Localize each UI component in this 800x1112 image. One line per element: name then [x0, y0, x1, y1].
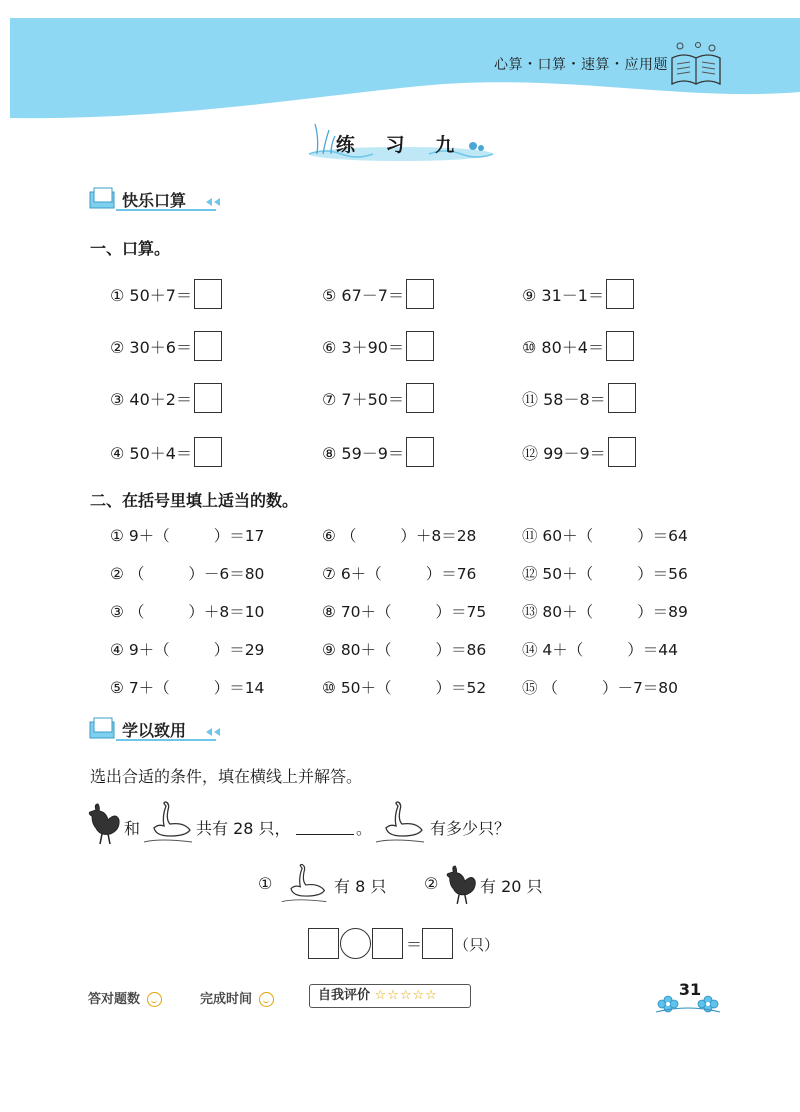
fill-item	[110, 638, 264, 662]
fill-item	[110, 562, 264, 586]
fill-item	[522, 600, 688, 624]
fill-item	[322, 562, 476, 586]
choice-number: ①	[258, 874, 273, 893]
fill-pre-text: ⑩ 50＋（	[322, 679, 392, 697]
title-banner	[305, 120, 497, 164]
answer-box[interactable]	[372, 928, 403, 959]
header-tag: 心算・口算・速算・应用题	[494, 57, 668, 73]
goose-icon	[372, 800, 428, 846]
fill-pre-text: ⑮ （	[522, 679, 558, 697]
fill-post-text: ）－7＝80	[601, 679, 679, 697]
question-heading: 二、在括号里填上适当的数。	[90, 491, 299, 510]
answer-box[interactable]	[406, 437, 434, 467]
mental-math-item	[110, 330, 222, 362]
problem-text: ⑫ 99－9＝	[522, 443, 606, 463]
mental-math-item	[522, 330, 634, 362]
equals-sign: ＝	[406, 935, 423, 954]
word-problem	[86, 800, 726, 850]
mental-math-item	[322, 382, 434, 414]
section-banner-yingyong	[88, 716, 248, 744]
rooster-icon	[444, 864, 478, 906]
goose-icon	[140, 800, 196, 846]
fill-post-text: ）＝17	[213, 527, 265, 545]
problem-text: ⑩ 80＋4＝	[522, 337, 604, 357]
problem-text: ③ 40＋2＝	[110, 389, 192, 409]
fill-post-text: ）＝52	[435, 679, 487, 697]
fill-post-text: ）＋8＝28	[400, 527, 477, 545]
problem-text: ⑪ 58－8＝	[522, 389, 606, 409]
answer-box[interactable]	[608, 383, 636, 413]
answer-box[interactable]	[606, 331, 634, 361]
problem-text: ④ 50＋4＝	[110, 443, 192, 463]
unit-text: （只）	[454, 936, 500, 954]
period: 。	[356, 819, 373, 838]
fill-post-text: ）－6＝80	[188, 565, 265, 583]
correct-count-text: 答对题数	[88, 992, 141, 1007]
fill-pre-text: ③ （	[110, 603, 145, 621]
problem-text: ⑤ 67－7＝	[322, 285, 404, 305]
mental-math-item	[522, 436, 636, 468]
fill-pre-text: ⑭ 4＋（	[522, 641, 584, 659]
fill-post-text: ）＝76	[425, 565, 477, 583]
answer-box[interactable]	[406, 331, 434, 361]
time-text: 完成时间	[200, 992, 253, 1007]
answer-box[interactable]	[606, 279, 634, 309]
fill-post-text: ）＝75	[435, 603, 487, 621]
problem-text: ⑧ 59－9＝	[322, 443, 404, 463]
question-text: 有多少只？	[430, 819, 511, 838]
choice-text: 有 8 只	[334, 877, 387, 896]
fill-post-text: ）＝89	[637, 603, 688, 621]
fill-item	[522, 638, 678, 662]
fill-item	[322, 638, 486, 662]
problem-text: ⑨ 31－1＝	[522, 285, 604, 305]
fill-item	[322, 600, 486, 624]
fill-post-text: ）＝64	[637, 527, 688, 545]
mental-math-item	[110, 382, 222, 414]
section-title: 学以致用	[122, 721, 187, 740]
fill-item	[110, 524, 264, 548]
answer-box[interactable]	[194, 279, 222, 309]
answer-box[interactable]	[608, 437, 636, 467]
fill-item	[522, 524, 688, 548]
mental-math-item	[322, 278, 434, 310]
problem-text: ⑦ 7＋50＝	[322, 389, 404, 409]
answer-box[interactable]	[406, 383, 434, 413]
rooster-icon	[86, 802, 122, 846]
fill-pre-text: ④ 9＋（	[110, 641, 170, 659]
goose-icon	[278, 862, 330, 906]
fill-pre-text: ⑫ 50＋（	[522, 565, 594, 583]
fill-pre-text: ⑨ 80＋（	[322, 641, 392, 659]
fill-pre-text: ⑬ 80＋（	[522, 603, 594, 621]
operator-circle[interactable]	[340, 928, 371, 959]
fill-pre-text: ② （	[110, 565, 145, 583]
answer-blank[interactable]	[296, 834, 354, 835]
answer-box[interactable]	[308, 928, 339, 959]
fill-post-text: ）＝44	[627, 641, 679, 659]
fill-post-text: ）＋8＝10	[188, 603, 265, 621]
fill-pre-text: ⑦ 6＋（	[322, 565, 382, 583]
fill-pre-text: ⑪ 60＋（	[522, 527, 594, 545]
answer-box[interactable]	[194, 383, 222, 413]
star-rating[interactable]: ☆☆☆☆☆	[374, 988, 438, 1003]
section-title: 快乐口算	[122, 191, 187, 210]
instruction-text: 选出合适的条件，填在横线上并解答。	[90, 767, 363, 786]
fill-pre-text: ⑥ （	[322, 527, 357, 545]
eval-label: 自我评价	[318, 988, 371, 1003]
fill-item	[110, 600, 264, 624]
mental-math-item	[522, 382, 636, 414]
fill-item	[522, 562, 688, 586]
smile-icon	[259, 992, 274, 1007]
mental-math-item	[110, 278, 222, 310]
fill-post-text: ）＝29	[213, 641, 265, 659]
book-icon	[668, 40, 724, 88]
mental-math-item	[322, 436, 434, 468]
answer-box[interactable]	[194, 437, 222, 467]
mental-math-item	[322, 330, 434, 362]
fill-post-text: ）＝14	[213, 679, 265, 697]
answer-box[interactable]	[406, 279, 434, 309]
time-label	[200, 988, 274, 1007]
problem-text: ② 30＋6＝	[110, 337, 192, 357]
mental-math-item	[110, 436, 222, 468]
problem-text: ① 50＋7＝	[110, 285, 192, 305]
fill-pre-text: ⑧ 70＋（	[322, 603, 392, 621]
page-number: 31	[678, 980, 702, 999]
fill-pre-text: ① 9＋（	[110, 527, 170, 545]
fill-post-text: ）＝86	[435, 641, 487, 659]
self-evaluation	[309, 984, 471, 1008]
question-heading: 一、口算。	[90, 239, 171, 258]
correct-count-label	[88, 988, 162, 1007]
and-word: 和	[124, 819, 141, 838]
choice-text: 有 20 只	[480, 877, 543, 896]
answer-box[interactable]	[422, 928, 453, 959]
fill-item	[110, 676, 264, 700]
page-title: 练 习 九	[335, 134, 467, 156]
smile-icon	[147, 992, 162, 1007]
problem-text: ⑥ 3＋90＝	[322, 337, 404, 357]
fill-item	[322, 524, 476, 548]
answer-box[interactable]	[194, 331, 222, 361]
section-banner-kousuan	[88, 186, 248, 214]
fill-item	[522, 676, 678, 700]
fill-pre-text: ⑤ 7＋（	[110, 679, 170, 697]
fill-item	[322, 676, 486, 700]
fill-post-text: ）＝56	[637, 565, 688, 583]
mental-math-item	[522, 278, 634, 310]
total-text: 共有 28 只，	[196, 819, 291, 838]
choice-number: ②	[424, 874, 439, 893]
